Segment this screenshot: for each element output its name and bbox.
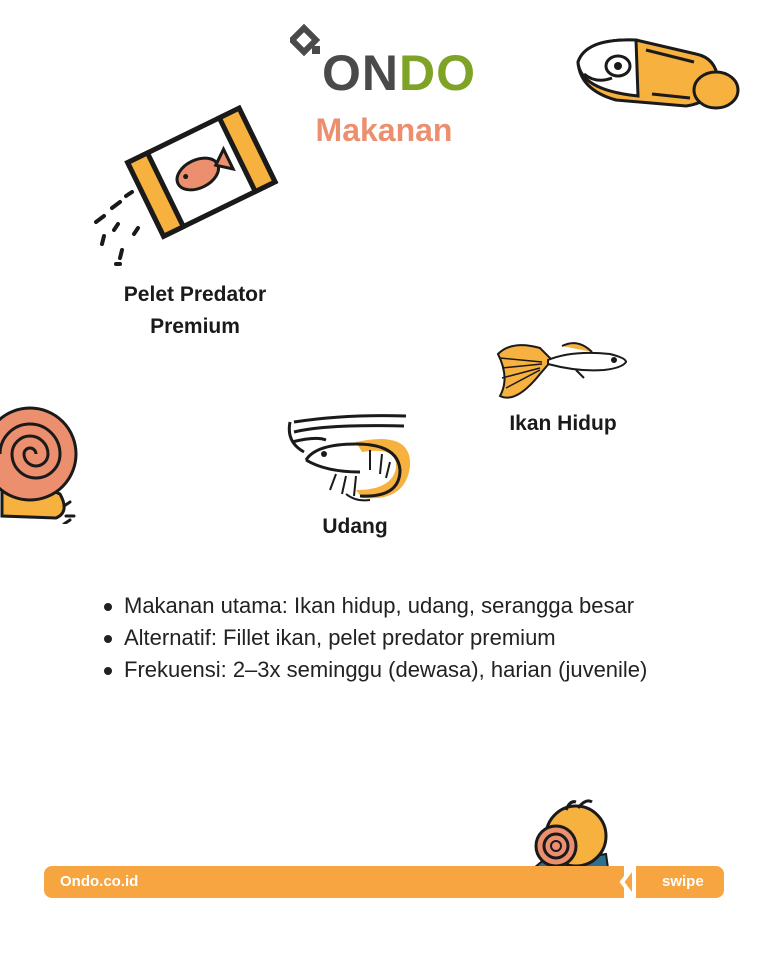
page-title: Makanan: [315, 112, 453, 148]
list-item: Makanan utama: Ikan hidup, udang, serangga besar: [100, 590, 680, 622]
logo-part-do: DO: [399, 45, 476, 101]
footer-site-link[interactable]: Ondo.co.id: [60, 873, 139, 890]
logo-part-on: ON: [322, 45, 399, 101]
logo-wordmark: [322, 45, 476, 101]
pelet-label-line2: Premium: [150, 315, 240, 338]
food-label-pelet: [80, 279, 310, 343]
guppy-fish-icon: [492, 334, 632, 406]
fish-food-bag-icon: [90, 104, 280, 269]
food-label-ikan: Ikan Hidup: [509, 412, 617, 435]
brand-logo: [290, 18, 490, 101]
food-label-udang: Udang: [322, 515, 388, 538]
pelet-label-line1: Pelet Predator: [123, 283, 267, 306]
list-item: Frekuensi: 2–3x seminggu (dewasa), harian (juvenile): [100, 654, 680, 686]
shrimp-icon: [286, 410, 416, 510]
small-snail-icon: [526, 798, 616, 870]
snakehead-fish-icon: [566, 28, 746, 124]
swipe-label[interactable]: swipe: [662, 873, 704, 890]
list-item: Alternatif: Fillet ikan, pelet predator premium: [100, 622, 680, 654]
snail-icon: [0, 402, 90, 524]
feeding-info-list: [100, 590, 680, 686]
